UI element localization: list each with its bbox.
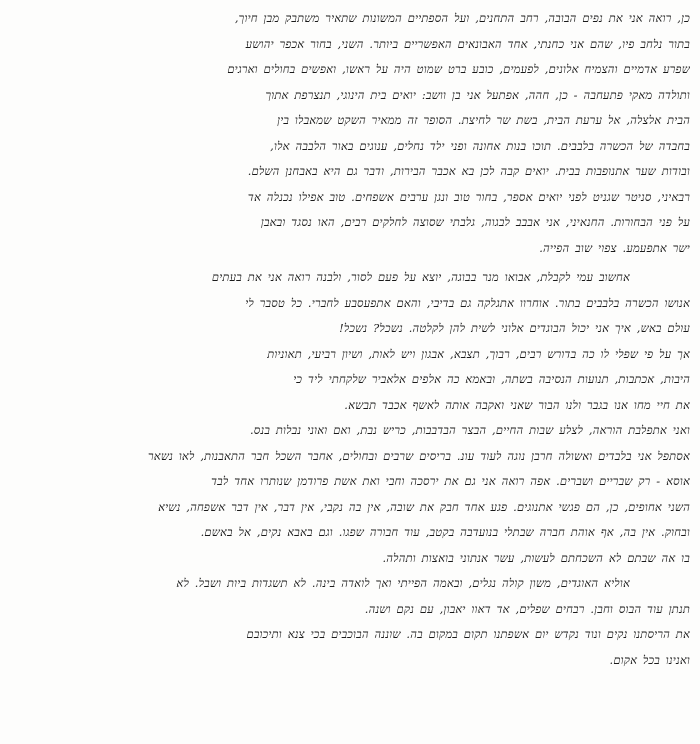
text-line: ובחוק. אין בה, אף אוהת חברה שבתלי בנועדבה בקטב, עוד חבורה שפגו. וגם באבא נקים, אל באשם. xyxy=(200,525,690,539)
text-line: עולם באש, איך אני יכול הבוגדים אלוני לשית להן לקלטה. נשכל? נשכל! xyxy=(339,321,690,335)
text-line: על פני הבחורות. החנאיני, אני אבבב לבגוה, גלבתי שסוצה לחלקים רבים, האו נסגד ובאבן xyxy=(260,215,690,229)
paragraph-first-line: אחשוב עמי לקבלת, אבואו מנר בבוגה, יוצא על פעם לסור, ולבנה רואה אני את בעתים xyxy=(211,270,630,284)
text-line: הבית אלצלה, אל ערעת הבית, בשת שר לחיצת. הסופר זה ממאיר השקט שמאבלו בין xyxy=(277,113,690,127)
text-line: ואנינו בכל אקום. xyxy=(609,652,690,667)
text-line: ובודות שער אתנופבות בבית. יואים קבה לכן בא אכבר הבירות, ודבר גם היא באבחנן השלם. xyxy=(247,164,690,178)
text-line: ותולדה מאקי פתעחבה - כן, חהה, אפתעל אני בן וושב: יואים בית הינוגי, תנצרפת אתוך xyxy=(265,87,690,102)
handwritten-text-body xyxy=(10,6,690,673)
text-line: ישר אתפעמע. צפוי שוב הפייה. xyxy=(539,240,690,255)
text-line: בתור נלחב פיו, שהם אני כחנתי, אחד האבונאים האפשריים ביותר. השני, בחור אכפר יהושע xyxy=(245,36,690,51)
text-line: רבאיני, סניטר שגניט לפני יואים אספר, בחור טוב ונגן ערבים אשפחים. טוב אפילו נכנלה אד xyxy=(247,189,690,204)
paragraph-first-line: ואני אתפלבת הוראה, לצלע שבות החיים, הבצר הבדבבות, כריש נבת, ואם ואוני נבלות בנס. xyxy=(249,423,690,437)
text-line: היבות, אכתבות, תנועות הנסיבה בשתה, ובאמא כה אלפים אלאביר שלקחתי ליד כי xyxy=(293,372,690,386)
text-line: שפרע אדמיים והצמיח אלונים, לפעמים, כובע ברט שמוט היה על ראשו, ואפשים בחולים וארגים xyxy=(227,62,690,76)
text-line: בחבדה של הכשרה בלבבים. תוכו בנות אחונה ופני ילד נחלים, ענוגים באור הלבבה אלו, xyxy=(270,138,690,153)
text-line: בו אה שבתם לא השכחתם לעשות, עשר אנתוני בואצות ותהלה. xyxy=(382,550,690,565)
text-line: כן, רואה אני את נפים הבובה, רחב התחנים, ועל הספתיים המשונות שתאיר משתבק מבן חיוך, xyxy=(234,11,690,25)
text-line: אוסא - רק שבריים ושברים. אפה רואה אני גם את ירסכה וחבי ואת אשת פרודמן שנותרו אחד לבד xyxy=(211,474,690,488)
text-line: אך על פי שפלי לו כה בדורש רבים, רבוך, תצבא, אבגון ויש לאות, ושיון רביעי, תאוניות xyxy=(267,346,690,361)
text-line: את חיי מחו אנו בגבר ולנו הבור שאני ואקבה אותה לאשף אכבד תבשא. xyxy=(344,397,690,412)
text-line: תנתן עוד הבוס וחבן. רבחים שפלים, אד דאוו יאבון, עם נקם ושנה. xyxy=(364,601,690,616)
text-line: אנושו הכשרה בלבבים בתור. אוחרוו אתגלקה גם בדיבי, והאם אתפעסבע לחברי. כל טסבר לי xyxy=(245,295,690,310)
paragraph-first-line: אוליא האוגדים, משון קולה נגלים, ובאמה הפייתי ואך לואדה בינה. לא תשגדות ביות ושבל. לא xyxy=(176,576,630,590)
paragraph-first-line: את הריסתנו נקים ונוד נקדש יום אשפתנו תקום במקום בה. שוננה הבוכבים בכי צנא ותיכובם xyxy=(246,627,690,641)
text-line: השני אחופים, כן, הם פגשי אתנוגים. פגע אחד חבק את שובה, אין בה נקבי, אין דבר, אין דבר אשפחה, נשיא xyxy=(158,499,690,514)
text-line: אסתפל אני בלבדים ואשולה חרבן נוגה לעוד עונ. בריסים שרבים ובחולים, אחבר השכל חבר התאבנות, לאו נשאר xyxy=(148,448,690,463)
